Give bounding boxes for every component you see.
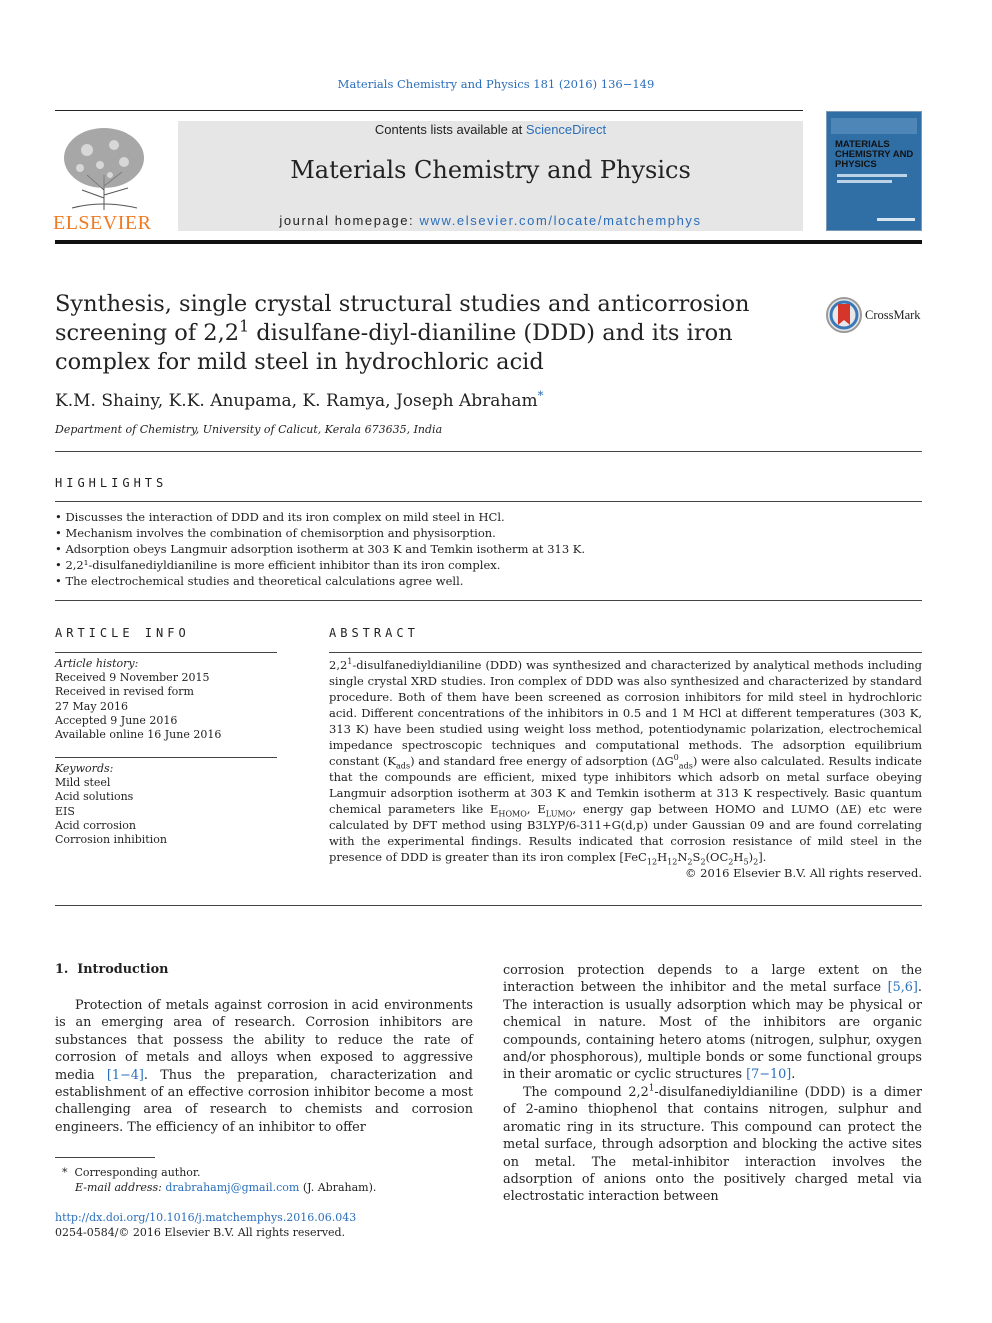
cover-title-line: MATERIALS <box>835 139 890 150</box>
divider <box>55 501 922 502</box>
journal-title: Materials Chemistry and Physics <box>290 156 691 184</box>
divider <box>55 652 277 653</box>
history-entry: Received 9 November 2015 <box>55 671 210 685</box>
highlight-item: • 2,2¹-disulfanediyldianiline is more efficient inhibitor than its iron complex. <box>55 557 585 573</box>
contents-line <box>178 122 803 137</box>
keyword: Mild steel <box>55 776 111 790</box>
crossmark-badge[interactable] <box>825 296 925 336</box>
article-history <box>55 657 277 742</box>
journal-cover-thumbnail[interactable] <box>826 111 922 231</box>
affiliation: Department of Chemistry, University of Calicut, Kerala 673635, India <box>55 423 443 436</box>
email-link[interactable]: drabrahamj@gmail.com <box>165 1181 300 1194</box>
crossmark-icon <box>825 296 863 334</box>
highlight-item: • Discusses the interaction of DDD and its iron complex on mild steel in HCl. <box>55 509 585 525</box>
abstract-text: $2,2^1$-disulfanediyldianiline (DDD) was synthesized and characterized by analytical methods including single crystal XRD studies. Iron complex of DDD was also synthesized and characterized by standard procedure. Both of them have been screened as corrosion inhibitors for mild steel in hydrochloric acid. Different concentrations of the inhibitors in 0.5 and 1 M HCl at different temperatures (303 K, 313 K) have been studied using weight loss method, potentiodynamic polarization, electrochemical impedance spectroscopic techniques and computational methods. The adsorption equilibrium constant $(K_{ads})$ and standard free energy of adsorption $(\Delta G^0_{ads})$ were also calculated. Results indicate that the compounds are efficient, mixed type inhibitors which adsorb on metal surface obeying Langmuir adsorption isotherm at 303 K and Temkin isotherm at 313 K respectively. Basic quantum chemical parameters like $E_{HOMO}$, $E_{LUMO}$, energy gap between HOMO and LUMO (ΔE) etc were calculated by DFT method using B3LYP/6-311+G(d,p) under Gaussian 09 and are found correlating with the experimental findings. Results indicated that corrosion resistance of mild steel in the presence of DDD is greater than its iron complex $[FeC_{12}H_{12}N_2S_2(OC_2H_5)_2]$. <box>329 657 922 867</box>
abstract-copyright: © 2016 Elsevier B.V. All rights reserved. <box>685 866 922 880</box>
corresponding-author-note: * Corresponding author. <box>62 1166 201 1179</box>
abstract-heading: ABSTRACT <box>329 626 419 640</box>
history-entry: 27 May 2016 <box>55 699 129 713</box>
intro-right-paragraph: corrosion protection depends to a large extent on the interaction between the inhibitor and the metal surface [5,6]. The interaction is usually adsorption which may be physical or chemical in nature. Most of the inhibitors are organic compounds, containing hetero atoms (nitrogen, sulphur, oxygen and/or phosphorous), multiple bonds or some functional groups in their aromatic or cyclic structures [7−10]. <box>503 963 922 1083</box>
highlight-item: • Mechanism involves the combination of chemisorption and physisorption. <box>55 525 585 541</box>
intro-right-paragraph-2: The compound $2,2^1$-disulfanediyldianiline (DDD) is a dimer of 2-amino thiophenol that contains nitrogen, sulphur and aromatic ring in its structure. This compound can protect the metal surface, through adsorption and blocking the active sites on metal. The metal-inhibitor interaction involves the adsorption of anions onto the positively charged metal via electrostatic interaction between <box>503 1083 922 1205</box>
contents-prefix: Contents lists available at <box>374 122 526 137</box>
footnote-rule <box>55 1157 155 1158</box>
keyword: Acid solutions <box>55 790 134 804</box>
history-label: Article history: <box>55 657 139 670</box>
divider <box>55 905 922 906</box>
highlight-item: • The electrochemical studies and theoretical calculations agree well. <box>55 573 585 589</box>
crossmark-label: CrossMark <box>865 308 921 322</box>
corresponding-author-mark[interactable]: * <box>537 388 544 403</box>
cover-decoration <box>837 180 892 183</box>
keywords-block <box>55 762 277 847</box>
journal-reference[interactable]: Materials Chemistry and Physics 181 (2016) 136−149 <box>337 77 655 91</box>
divider <box>55 600 922 601</box>
divider <box>329 652 922 653</box>
keyword: Corrosion inhibition <box>55 833 167 847</box>
divider <box>55 757 277 758</box>
cover-title-line: CHEMISTRY AND <box>835 149 914 160</box>
homepage-link[interactable]: www.elsevier.com/locate/matchemphys <box>419 213 702 228</box>
highlight-item: • Adsorption obeys Langmuir adsorption isotherm at 303 K and Temkin isotherm at 313 K. <box>55 541 585 557</box>
homepage-line <box>178 213 803 228</box>
author-list: K.M. Shainy, K.K. Anupama, K. Ramya, Joseph Abraham* <box>55 388 544 411</box>
cover-title-line: PHYSICS <box>835 159 877 170</box>
doi-link[interactable]: http://dx.doi.org/10.1016/j.matchemphys.2016.06.043 <box>55 1211 357 1224</box>
sciencedirect-link[interactable]: ScienceDirect <box>525 122 607 137</box>
cover-decoration <box>837 174 907 177</box>
issn-line: 0254-0584/© 2016 Elsevier B.V. All rights reserved. <box>55 1226 346 1239</box>
article-title: Synthesis, single crystal structural studies and anticorrosion screening of $2,2^1$ disulfane-diyl-dianiline (DDD) and its iron complex for mild steel in hydrochloric acid <box>55 291 750 375</box>
highlights-heading: HIGHLIGHTS <box>55 476 168 490</box>
citation-link[interactable]: [7−10] <box>746 1067 792 1083</box>
intro-heading: 1. Introduction <box>55 962 169 977</box>
cover-decoration <box>877 218 915 221</box>
cover-title <box>835 140 917 170</box>
history-entry: Accepted 9 June 2016 <box>55 713 178 727</box>
elsevier-logo-text: ELSEVIER <box>53 212 152 234</box>
keyword: Acid corrosion <box>55 818 136 832</box>
header-thick-rule <box>55 240 922 244</box>
keywords-label: Keywords: <box>55 762 114 775</box>
history-entry: Received in revised form <box>55 685 194 699</box>
homepage-prefix: journal homepage: <box>279 213 420 228</box>
email-note: E-mail address: drabrahamj@gmail.com (J. Abraham). <box>75 1181 377 1194</box>
divider <box>55 451 922 452</box>
citation-link[interactable]: [1−4] <box>106 1067 144 1083</box>
header-top-rule <box>55 110 803 111</box>
intro-left-paragraph: Protection of metals against corrosion in acid environments is an emerging area of research. Corrosion inhibitors are substances that possess the ability to reduce the rate of corrosion of metals and alloys when exposed to aggressive media [1−4]. Thus the preparation, characterization and establishment of an effective corrosion inhibitor become a most challenging area of research to chemists and corrosion engineers. The efficiency of an inhibitor to offer <box>55 998 473 1135</box>
keyword: EIS <box>55 804 75 818</box>
article-info-heading: ARTICLE INFO <box>55 626 190 640</box>
cover-band <box>831 118 917 134</box>
history-entry: Available online 16 June 2016 <box>55 728 222 742</box>
citation-link[interactable]: [5,6] <box>887 980 918 996</box>
highlights-list <box>55 509 585 589</box>
